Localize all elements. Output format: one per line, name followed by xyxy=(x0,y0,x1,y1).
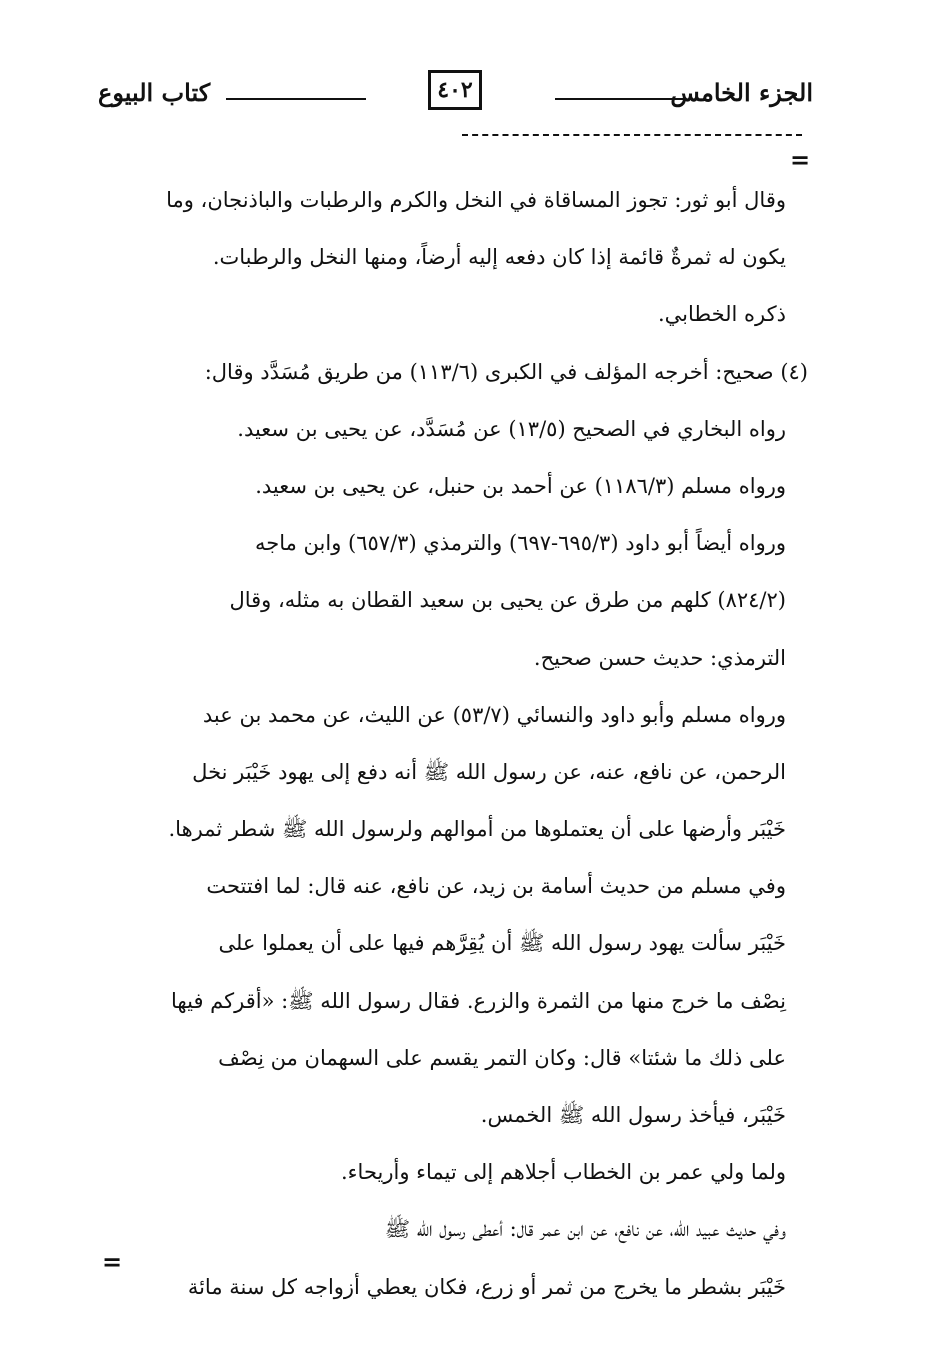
header-rule-left xyxy=(226,98,366,100)
header-part-title: الجزء الخامس xyxy=(670,78,813,107)
text-line: على ذلك ما شئتا» قال: وكان التمر يقسم على السهمان من نِصْف xyxy=(218,1045,786,1070)
text-line: خَيْبَر بشطر ما يخرج من ثمر أو زرع، فكان يعطي أزواجه كل سنة مائة xyxy=(187,1274,786,1299)
page-header xyxy=(98,70,813,118)
text-line: خَيْبَر سألت يهود رسول الله ﷺ أن يُقِرَّهم فيها على أن يعملوا على xyxy=(218,931,786,956)
text-line: ذكره الخطابي. xyxy=(657,302,786,327)
text-line: (٨٢٤/٢) كلهم من طرق عن يحيى بن سعيد القطان به مثله، وقال xyxy=(229,588,786,613)
header-rule-right xyxy=(555,98,683,100)
text-line: رواه البخاري في الصحيح (١٣/٥) عن مُسَدَّد، عن يحيى بن سعيد. xyxy=(237,416,786,441)
text-line: نِصْف ما خرج منها من الثمرة والزرع. فقال رسول الله ﷺ: «أقركم فيها xyxy=(171,988,786,1013)
footnote-separator xyxy=(462,134,802,136)
text-line: الرحمن، عن نافع، عنه، عن رسول الله ﷺ أنه دفع إلى يهود خَيْبَر نخل xyxy=(192,759,786,784)
text-line: ولما ولي عمر بن الخطاب أجلاهم إلى تيماء وأريحاء. xyxy=(341,1160,786,1185)
text-line: ورواه أيضاً أبو داود (٦٩٥/٣-٦٩٧) والترمذي (٦٥٧/٣) وابن ماجه xyxy=(254,531,786,556)
text-line: ورواه مسلم (١١٨٦/٣) عن أحمد بن حنبل، عن يحيى بن سعيد. xyxy=(255,473,786,498)
continuation-mark-top: = xyxy=(790,145,811,174)
continuation-mark-bottom: = xyxy=(102,1247,123,1276)
text-line: الترمذي: حديث حسن صحيح. xyxy=(533,645,786,670)
footnote-text xyxy=(100,172,808,1316)
text-line: يكون له ثمرةٌ قائمة إذا كان دفعه إليه أرضاً، ومنها النخل والرطبات. xyxy=(212,245,786,270)
page-number-box: ٤٠٢ xyxy=(428,70,482,110)
text-line: خَيْبَر، فيأخذ رسول الله ﷺ الخمس. xyxy=(480,1103,786,1127)
footnote-4-start: (٤) صحيح: أخرجه المؤلف في الكبرى (١١٣/٦) من طريق مُسَدَّد وقال: xyxy=(204,359,808,384)
text-line: وفي مسلم من حديث أسامة بن زيد، عن نافع، عنه قال: لما افتتحت xyxy=(206,874,786,899)
text-line: وفي حديث عبيد الله، عن نافع، عن ابن عمر قال: أعطى رسول الله ﷺ xyxy=(384,1217,786,1242)
text-line: خَيْبَر وأرضها على أن يعتملوها من أموالهم ولرسول الله ﷺ شطر ثمرها. xyxy=(168,817,786,842)
header-book-title: كتاب البيوع xyxy=(98,78,211,107)
text-line: ورواه مسلم وأبو داود والنسائي (٥٣/٧) عن الليث، عن محمد بن عبد xyxy=(202,702,786,727)
text-line: وقال أبو ثور: تجوز المساقاة في النخل والكرم والرطبات والباذنجان، وما xyxy=(166,188,786,212)
